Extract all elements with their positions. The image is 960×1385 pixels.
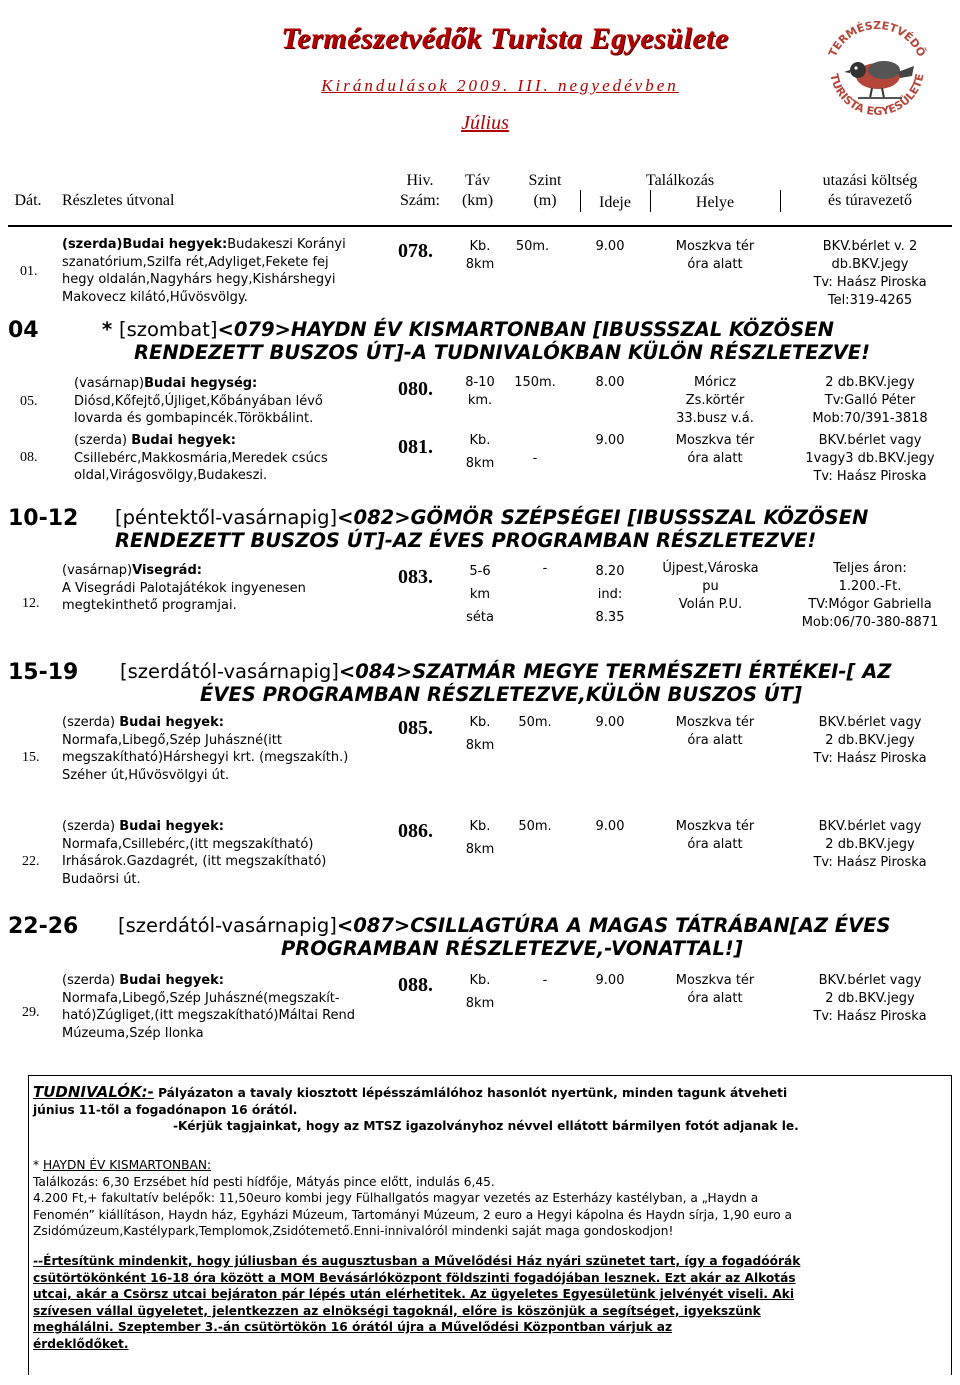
event-text: [szerdától-vasárnapig]<084>SZATMÁR MEGYE TERMÉSZETI ÉRTÉKEI-[ AZ ÉVES PROGRAMBAN RÉSZLETEZVE,KÜLÖN BUSZOS ÚT] <box>120 660 892 706</box>
notes-intro: TUDNIVALÓK:- Pályázaton a tavaly kiosztott lépésszámlálóhoz hasonlót nyertünk, minden tagunk átveheti június 11-től a fogadónapon 16 órától. -Kérjük tagjainkat, hogy az MTSZ igazolványhoz névvel ellátott bármilyen fotót adjanak le. <box>33 1083 799 1133</box>
row-time: 8.00 <box>595 375 625 390</box>
row-cost: BKV.bérlet vagy 2 db.BKV.jegy Tv: Haász Piroska <box>813 973 927 1024</box>
row-level: - <box>542 561 548 576</box>
col-tav-1: Táv <box>465 172 490 189</box>
row-day: 22. <box>22 854 40 869</box>
col-hiv-2: Szám: <box>400 192 440 209</box>
row-cost: BKV.bérlet v. 2 db.BKV.jegy Tv: Haász Piroska Tel:319-4265 <box>813 239 927 308</box>
row-level: - <box>542 973 548 988</box>
row-code: 078. <box>398 240 433 262</box>
page-title: Természetvédők Turista Egyesülete <box>281 22 729 55</box>
col-hiv-1: Hiv. <box>406 172 434 189</box>
row-cost: BKV.bérlet vagy 2 db.BKV.jegy Tv: Haász Piroska <box>813 819 927 870</box>
page-subtitle: Kirándulások 2009. III. negyedévben <box>321 76 679 95</box>
row-day: 05. <box>20 394 38 409</box>
notes-box-right <box>951 1075 952 1375</box>
col-meeting: Találkozás <box>645 172 715 189</box>
row-code: 080. <box>398 378 433 400</box>
row-cost: BKV.bérlet vagy 2 db.BKV.jegy Tv: Haász Piroska <box>813 715 927 766</box>
event-date: 22-26 <box>8 914 79 939</box>
row-place: Móricz Zs.körtér 33.busz v.á. <box>676 375 754 426</box>
notes-box-left <box>28 1075 29 1375</box>
row-route: (szerda) Budai hegyek: Normafa,Libegő,Szép Juhászné(megszakít- ható)Zúgliget,(itt megszakítható)Máltai Rend Múzeuma,Szép Ilonka <box>62 973 356 1041</box>
row-place: Moszkva tér óra alatt <box>675 239 755 272</box>
row-code: 086. <box>398 820 433 842</box>
row-code: 083. <box>398 566 433 588</box>
col-cost-2: és túravezető <box>828 192 912 209</box>
row-time: 9.00 <box>595 715 625 730</box>
row-code: 081. <box>398 436 433 458</box>
row-place: Moszkva tér óra alatt <box>675 819 755 852</box>
row-distance: Kb. 8km <box>465 715 495 753</box>
svg-text:TERMÉSZETVÉDŐ: TERMÉSZETVÉDŐ <box>825 18 928 59</box>
col-cost-1: utazási költség <box>822 172 918 189</box>
col-meeting-place: Helye <box>695 194 735 211</box>
col-meeting-time: Ideje <box>599 194 631 211</box>
row-time: 9.00 <box>595 433 625 448</box>
row-day: 29. <box>22 1005 40 1020</box>
month-heading: Július <box>461 112 509 134</box>
bird-icon <box>844 61 914 98</box>
row-route: (szerda) Budai hegyek: Csillebérc,Makkosmária,Meredek csúcs oldal,Virágosvölgy,Budakeszi. <box>74 433 328 483</box>
row-cost: BKV.bérlet vagy 1vagy3 db.BKV.jegy Tv: Haász Piroska <box>805 433 935 484</box>
event-date: 04 <box>8 318 39 343</box>
row-route: (szerda) Budai hegyek: Normafa,Libegő,Szép Juhászné(itt megszakítható)Hárshegyi krt. (megszakíth.) Széher út,Hűvösvölgyi út. <box>62 715 349 783</box>
notes-label: TUDNIVALÓK:- <box>33 1083 154 1101</box>
row-day: 01. <box>20 264 38 279</box>
notes-haydn: * HAYDN ÉV KISMARTONBAN: Találkozás: 6,30 Erzsébet híd pesti hídfője, Mátyás pince előtt, indulás 6,45. 4.200 Ft,+ fakultatív belépők: 11,50euro kombi jegy Fülhallgatós magyar vezetés az Esterházy kastélyban, a „Haydn a Fenomén” kiállításon, Haydn ház, Egyházi Múzeum, Tartományi Múzeum, 2 euro a Hegyi kápolna és Haydn sírja, 1,90 euro a Zsidómúzeum,Kastélypark,Templomok,Zsidótemető.Enni-innivalóról mindenki saját maga gondoskodjon! <box>33 1158 793 1238</box>
row-place: Moszkva tér óra alatt <box>675 973 755 1006</box>
row-level: 50m. <box>518 819 552 834</box>
row-time: 8.20 ind: 8.35 <box>595 564 625 625</box>
event-date: 15-19 <box>8 660 79 685</box>
row-code: 085. <box>398 717 433 739</box>
event-date: 10-12 <box>8 506 79 531</box>
haydn-title: HAYDN ÉV KISMARTONBAN: <box>42 1158 212 1172</box>
row-cost: 2 db.BKV.jegy Tv:Galló Péter Mob:70/391-3818 <box>812 375 928 426</box>
event-text: * [szombat]<079>HAYDN ÉV KISMARTONBAN [IBUSSSZAL KÖZÖSEN RENDEZETT BUSZOS ÚT]-A TUDNIVALÓKBAN KÜLÖN RÉSZLETEZVE! <box>102 318 871 364</box>
row-code: 088. <box>398 974 433 996</box>
row-level: 50m. <box>518 715 552 730</box>
header-rule <box>8 225 952 227</box>
row-day: 15. <box>22 750 40 765</box>
col-date: Dát. <box>14 192 42 209</box>
col-szint-2: (m) <box>533 192 557 209</box>
row-distance: Kb. 8km <box>465 239 495 272</box>
row-place: Moszkva tér óra alatt <box>675 715 755 748</box>
row-distance: Kb. 8km <box>465 819 495 857</box>
row-distance: Kb. 8km <box>465 433 495 471</box>
row-route: (vasárnap)Visegrád: A Visegrádi Palotajátékok ingyenesen megtekinthető programjai. <box>62 563 306 613</box>
col-tav-2: (km) <box>461 192 494 209</box>
notes-box-top <box>28 1075 952 1076</box>
col-route: Részletes útvonal <box>62 192 175 209</box>
row-time: 9.00 <box>595 973 625 988</box>
row-place: Moszkva tér óra alatt <box>675 433 755 466</box>
row-time: 9.00 <box>595 819 625 834</box>
row-distance: Kb. 8km <box>465 973 495 1011</box>
row-level: 150m. <box>514 375 556 390</box>
notes-office-hours: --Értesítünk mindenkit, hogy júliusban és augusztusban a Művelődési Ház nyári szünetet tart, így a fogadóórák csütörtökönként 16-18 óra között a MOM Bevásárlóközpont földszinti fogadójában lesznek. Ezt akár az Alkotás utcai, akár a Csörsz utcai bejáraton pár lépés után elérhetitek. Az ügyeletes Egyesületünk jelvényét viseli. Aki szívesen vállal ügyeletet, jelentkezzen az elnökségi tagoknál, előre is köszönjük a segítséget, igyekszünk meghálálni. Szeptember 3.-án csütörtökön 16 órától újra a Művelődési Központban várjuk az érdeklődőket. <box>33 1254 801 1351</box>
event-text: [péntektől-vasárnapig]<082>GÖMÖR SZÉPSÉGEI [IBUSSSZAL KÖZÖSEN RENDEZETT BUSZOS ÚT]-AZ ÉVES PROGRAMBAN RÉSZLETEZVE! <box>115 506 869 552</box>
row-route: (szerda) Budai hegyek: Normafa,Csillebérc,(itt megszakítható) Irhásárok.Gazdagrét, (itt megszakítható) Budaörsi út. <box>62 819 327 887</box>
row-day: 12. <box>22 596 40 611</box>
row-level: 50m. <box>515 239 550 254</box>
col-szint-1: Szint <box>528 172 562 189</box>
svg-text:TURISTA EGYESÜLETE: TURISTA EGYESÜLETE <box>827 72 927 119</box>
row-level: - <box>532 451 538 466</box>
row-time: 9.00 <box>595 239 625 254</box>
row-distance: 8-10 km. <box>465 375 495 408</box>
row-route: (vasárnap)Budai hegység: Diósd,Kőfejtő,Újliget,Kőbányában lévő lovarda és gombapincék.Törökbálint. <box>74 376 323 426</box>
club-logo <box>818 12 936 130</box>
row-distance: 5-6 km séta <box>466 564 494 625</box>
event-text: [szerdától-vasárnapig]<087>CSILLAGTÚRA A MAGAS TÁTRÁBAN[AZ ÉVES PROGRAMBAN RÉSZLETEZVE,-VONATTAL!] <box>118 914 891 960</box>
row-cost: Teljes áron: 1.200.-Ft. TV:Mógor Gabriella Mob:06/70-380-8871 <box>801 561 939 630</box>
row-route: (szerda)Budai hegyek:Budakeszi Korányi szanatórium,Szilfa rét,Adyliget,Fekete fej hegy oldalán,Nagyhárs hegy,Kishárshegyi Makovecz kilátó,Hűvösvölgy. <box>62 237 346 305</box>
row-day: 08. <box>20 450 38 465</box>
row-place: Újpest,Városka pu Volán P.U. <box>662 561 759 612</box>
meeting-col-divider <box>780 190 781 212</box>
